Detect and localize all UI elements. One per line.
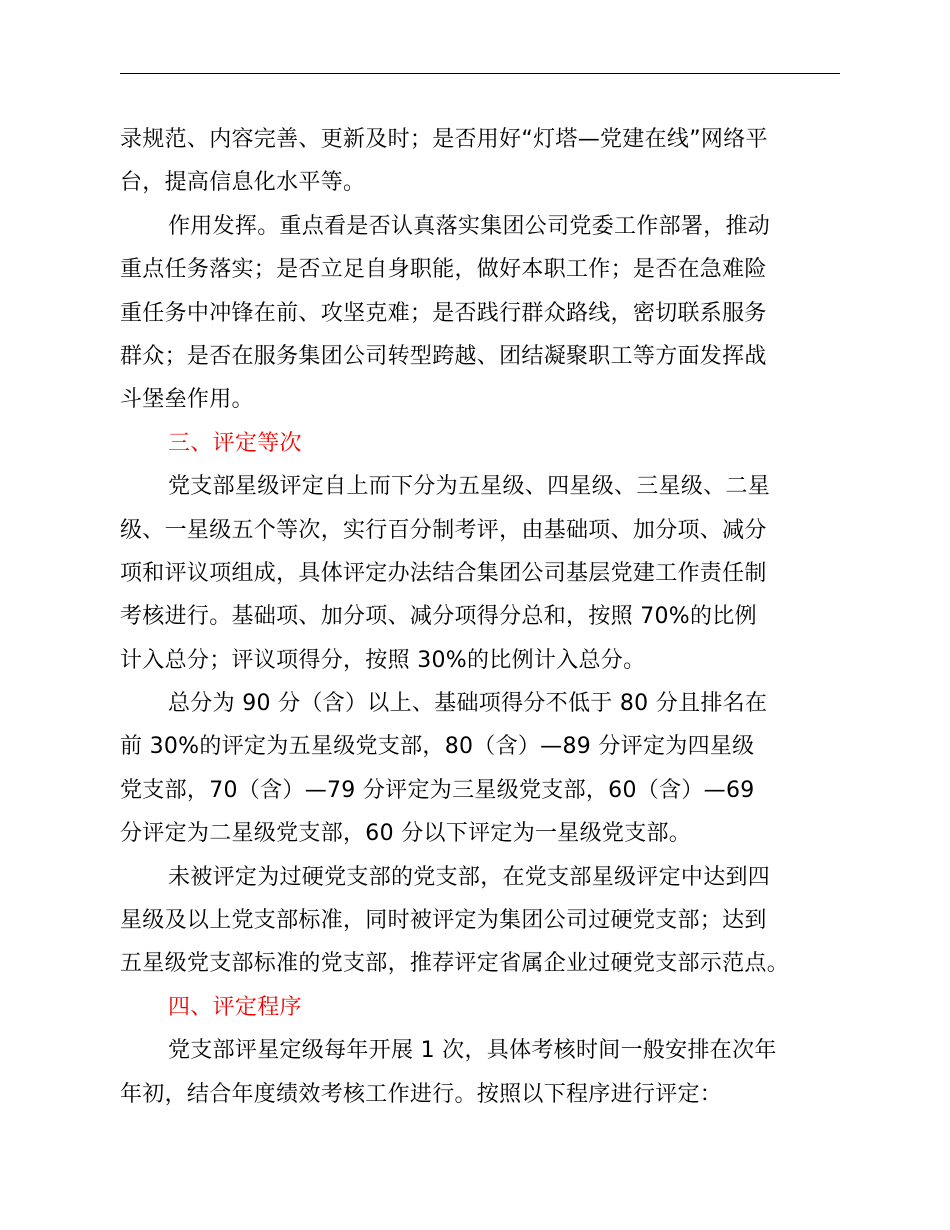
paragraph-line: 考核进行。基础项、加分项、减分项得分总和，按照 70%的比例 xyxy=(120,604,757,630)
section-heading: 四、评定程序 xyxy=(168,994,302,1020)
paragraph-line: 前 30%的评定为五星级党支部，80（含）—89 分评定为四星级 xyxy=(120,734,755,760)
paragraph-line: 群众；是否在服务集团公司转型跨越、团结凝聚职工等方面发挥战 xyxy=(120,343,767,369)
paragraph-line: 未被评定为过硬党支部的党支部，在党支部星级评定中达到四 xyxy=(168,864,771,890)
paragraph-line: 斗堡垒作用。 xyxy=(120,387,254,413)
header-rule xyxy=(120,73,840,74)
paragraph-line: 计入总分；评议项得分，按照 30%的比例计入总分。 xyxy=(120,647,646,673)
paragraph-line: 党支部评星定级每年开展 1 次，具体考核时间一般安排在次年 xyxy=(168,1038,777,1064)
paragraph-line: 项和评议项组成，具体评定办法结合集团公司基层党建工作责任制 xyxy=(120,560,767,586)
paragraph-line: 重任务中冲锋在前、攻坚克难；是否践行群众路线，密切联系服务 xyxy=(120,300,767,326)
paragraph-line: 台，提高信息化水平等。 xyxy=(120,170,366,196)
paragraph-line: 分评定为二星级党支部，60 分以下评定为一星级党支部。 xyxy=(120,821,692,847)
paragraph-line: 年初，结合年度绩效考核工作进行。按照以下程序进行评定： xyxy=(120,1081,723,1107)
document-body xyxy=(120,118,842,1116)
paragraph-line: 作用发挥。重点看是否认真落实集团公司党委工作部署，推动 xyxy=(168,213,771,239)
paragraph-line: 录规范、内容完善、更新及时；是否用好“灯塔—党建在线”网络平 xyxy=(120,127,768,152)
paragraph-line: 星级及以上党支部标准，同时被评定为集团公司过硬党支部；达到 xyxy=(120,908,767,934)
paragraph-line: 党支部星级评定自上而下分为五星级、四星级、三星级、二星 xyxy=(168,474,771,500)
section-heading: 三、评定等次 xyxy=(168,430,302,456)
paragraph-line: 五星级党支部标准的党支部，推荐评定省属企业过硬党支部示范点。 xyxy=(120,951,790,977)
paragraph-line: 级、一星级五个等次，实行百分制考评，由基础项、加分项、减分 xyxy=(120,517,767,543)
paragraph-line: 总分为 90 分（含）以上、基础项得分不低于 80 分且排名在 xyxy=(168,691,768,717)
paragraph-line: 党支部，70（含）—79 分评定为三星级党支部，60（含）—69 xyxy=(120,777,755,803)
paragraph-line: 重点任务落实；是否立足自身职能，做好本职工作；是否在急难险 xyxy=(120,257,767,283)
